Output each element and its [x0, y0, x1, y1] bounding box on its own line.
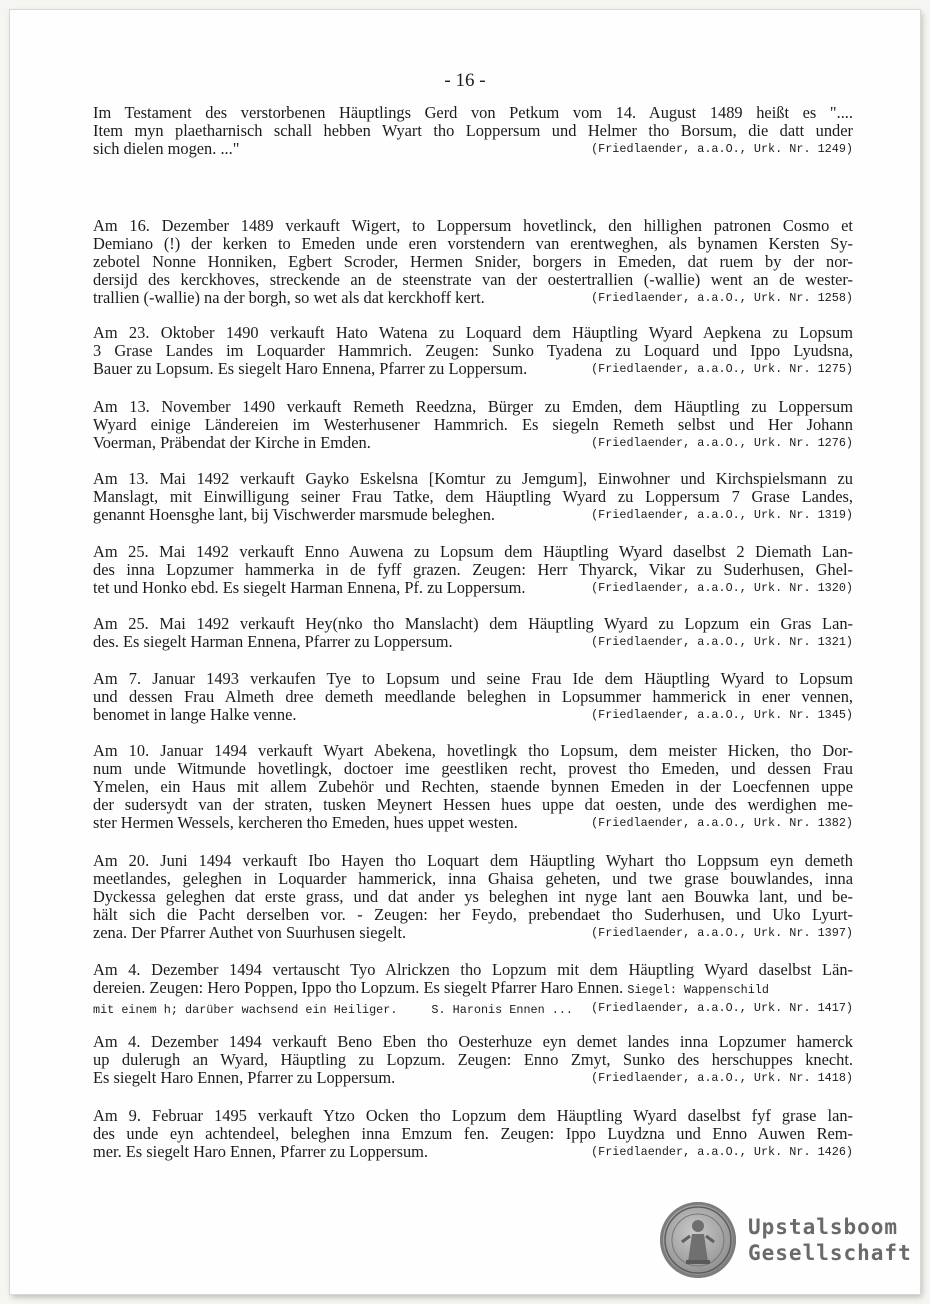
document-entry: [93, 217, 853, 307]
citation: (Friedlaender, a.a.O., Urk. Nr. 1426): [591, 1145, 853, 1159]
entry-line: num unde Witmunde hovetlingk, doctoer ime geestliken recht, provest tho Emeden, und dessen Frau: [93, 759, 853, 778]
document-entry: [93, 742, 853, 832]
entry-line: des unde eyn achtendeel, beleghen inna Emzum fen. Zeugen: Ippo Luydzna und Enno Auwen Rem-: [93, 1124, 853, 1143]
entry-line-last: [93, 814, 853, 832]
entry-line: hält sich die Pacht derselben vor. - Zeugen: her Feydo, prebendaet tho Suderhusen, und Uko Lyurt-: [93, 905, 853, 924]
citation: (Friedlaender, a.a.O., Urk. Nr. 1320): [591, 581, 853, 595]
document-entry: [93, 324, 853, 378]
seal-legend: S. Haronis Ennen ...: [431, 1003, 574, 1017]
entry-line: Am 9. Februar 1495 verkauft Ytzo Ocken tho Lopzum dem Häuptling Wyard daselbst fyf grase lan-: [93, 1106, 853, 1125]
citation: (Friedlaender, a.a.O., Urk. Nr. 1249): [591, 142, 853, 156]
page-number: - 16 -: [444, 70, 486, 91]
entry-line: Am 16. Dezember 1489 verkauft Wigert, to Loppersum hovetlinck, den hillighen patronen Cosmo et: [93, 216, 853, 235]
entry-line-text: mer. Es siegelt Haro Ennen, Pfarrer zu Loppersum.: [93, 1142, 428, 1161]
entry-line-last: [93, 1143, 853, 1161]
entry-line-text: ster Hermen Wessels, kercheren tho Emeden, hues uppet westen.: [93, 813, 518, 832]
document-entry: [93, 398, 853, 452]
logo-line-2: Gesellschaft: [748, 1241, 912, 1265]
seal-description: mit einem h; darüber wachsend ein Heiliger.: [93, 1003, 398, 1017]
citation: (Friedlaender, a.a.O., Urk. Nr. 1319): [591, 508, 853, 522]
entry-line: Wyard einige Ländereien im Westerhusener Hammrich. Es siegeln Remeth selbst und Her Johann: [93, 415, 853, 434]
citation: (Friedlaender, a.a.O., Urk. Nr. 1321): [591, 635, 853, 649]
citation: (Friedlaender, a.a.O., Urk. Nr. 1397): [591, 926, 853, 940]
entry-line: Am 10. Januar 1494 verkauft Wyart Abekena, hovetlingk tho Lopsum, dem meister Hicken, tho Dor-: [93, 741, 853, 760]
document-entry: [93, 615, 853, 651]
entry-line-last: [93, 434, 853, 452]
entry-line-last: [93, 1069, 853, 1087]
entry-line-text: tet und Honko ebd. Es siegelt Harman Ennena, Pf. zu Loppersum.: [93, 578, 526, 597]
entry-line-last: [93, 706, 853, 724]
citation: (Friedlaender, a.a.O., Urk. Nr. 1417): [591, 1001, 853, 1015]
document-entry: [93, 961, 853, 1019]
seal-graphic: [660, 1202, 736, 1278]
entry-line-last: [93, 506, 853, 524]
entry-line-last: [93, 924, 853, 942]
entry-line: [93, 979, 853, 999]
document-entry: [93, 470, 853, 524]
entry-line: Am 4. Dezember 1494 verkauft Beno Eben tho Oesterhuze eyn demet landes inna Lopzumer hamerck: [93, 1032, 853, 1051]
logo-line-1: Upstalsboom: [748, 1215, 899, 1239]
entry-line: dersijd des kerckhoves, streckende an de steenstrate van der oestertrallien (-wallie) went an de wester-: [93, 270, 853, 289]
entry-line-text: Es siegelt Haro Ennen, Pfarrer zu Loppersum.: [93, 1068, 396, 1087]
entry-line-text: dereien. Zeugen: Hero Poppen, Ippo tho Lopzum. Es siegelt Pfarrer Haro Ennen.: [93, 978, 624, 997]
society-logo-text: [748, 1214, 912, 1266]
document-entry: [93, 543, 853, 597]
entry-line-text: benomet in lange Halke venne.: [93, 705, 297, 724]
entry-line-text: Voerman, Präbendat der Kirche in Emden.: [93, 433, 371, 452]
entry-line: Am 7. Januar 1493 verkaufen Tye to Lopsum und seine Frau Ide dem Häuptling Wyard to Lopsum: [93, 669, 853, 688]
entry-line: und dessen Frau Almeth dree demeth meedlande beleghen in Lopsummer hammerick in ener vennen,: [93, 687, 853, 706]
entry-line: der sudersydt van der straten, tusken Meynert Hessen hues uppe dat oesten, unde des werdighen me-: [93, 795, 853, 814]
entry-line-text: zena. Der Pfarrer Authet von Suurhusen siegelt.: [93, 923, 407, 942]
entry-line: Am 13. Mai 1492 verkauft Gayko Eskelsna [Komtur zu Jemgum], Einwohner und Kirchspielsmann zu: [93, 469, 853, 488]
entry-line-last: [93, 289, 853, 307]
entry-line-last: [93, 633, 853, 651]
entry-line: up dulerugh an Wyard, Häuptling zu Lopzum. Zeugen: Enno Zmyt, Sunko des herschuppes knecht.: [93, 1050, 853, 1069]
entry-line: Am 4. Dezember 1494 vertauscht Tyo Alrickzen tho Lopzum mit dem Häuptling Wyard daselbst Län-: [93, 960, 853, 979]
document-entry: [93, 670, 853, 724]
seal-note: Siegel: Wappenschild: [627, 983, 769, 997]
entry-line-last: [93, 360, 853, 378]
document-entry: [93, 852, 853, 942]
citation: (Friedlaender, a.a.O., Urk. Nr. 1345): [591, 708, 853, 722]
document-entry: [93, 1107, 853, 1161]
document-entry: [93, 104, 853, 158]
entry-line: Am 25. Mai 1492 verkauft Hey(nko tho Manslacht) dem Häuptling Wyard zu Lopzum ein Gras Lan-: [93, 614, 853, 633]
citation: (Friedlaender, a.a.O., Urk. Nr. 1258): [591, 291, 853, 305]
entry-line-last: [93, 999, 853, 1019]
entry-line: Am 20. Juni 1494 verkauft Ibo Hayen tho Loquart dem Häuptling Wyhart tho Loppsum eyn demeth: [93, 851, 853, 870]
entry-line-text: sich dielen mogen. ...": [93, 139, 240, 158]
document-page: [10, 10, 920, 1294]
seal-icon: [660, 1202, 736, 1278]
entry-line: Manslagt, mit Einwilligung seiner Frau Tatke, dem Häuptling Wyard zu Loppersum 7 Grase Landes,: [93, 487, 853, 506]
citation: (Friedlaender, a.a.O., Urk. Nr. 1382): [591, 816, 853, 830]
entry-line: Am 23. Oktober 1490 verkauft Hato Watena zu Loquard dem Häuptling Wyard Aepkena zu Lopsum: [93, 323, 853, 342]
entry-line-last: [93, 140, 853, 158]
entry-line: Item myn plaetharnisch schall hebben Wyart tho Loppersum und Helmer tho Borsum, die datt under: [93, 121, 853, 140]
entry-line: Am 13. November 1490 verkauft Remeth Reedzna, Bürger zu Emden, dem Häuptling zu Loppersum: [93, 397, 853, 416]
entry-line: zebotel Nonne Honniken, Egbert Scroder, Hermen Snider, borgers in Emeden, dat ruem by der nor-: [93, 252, 853, 271]
entry-line: Demiano (!) der kerken to Emeden unde eren vorstendern van erentweghen, als bynamen Kersten Sy-: [93, 234, 853, 253]
entry-line-last: [93, 579, 853, 597]
document-entry: [93, 1033, 853, 1087]
citation: (Friedlaender, a.a.O., Urk. Nr. 1275): [591, 362, 853, 376]
entry-line: meetlandes, geleghen in Loquarder hammerick, inna Ghaisa geheten, und twe grase bouwlandes, inna: [93, 869, 853, 888]
entry-line: 3 Grase Landes im Loquarder Hammrich. Zeugen: Sunko Tyadena zu Loquard und Ippo Lyudsna,: [93, 341, 853, 360]
entry-line: Dyckessa geleghen dat erste grass, und dat ander ys beleghen int nyge lant aen Bouwka lant, und be-: [93, 887, 853, 906]
entry-line-text: des. Es siegelt Harman Ennena, Pfarrer zu Loppersum.: [93, 632, 453, 651]
citation: (Friedlaender, a.a.O., Urk. Nr. 1418): [591, 1071, 853, 1085]
entry-line: Am 25. Mai 1492 verkauft Enno Auwena zu Lopsum dem Häuptling Wyard daselbst 2 Diemath Lan-: [93, 542, 853, 561]
entry-line: Im Testament des verstorbenen Häuptlings Gerd von Petkum vom 14. August 1489 heißt es "....: [93, 103, 853, 122]
entry-line: des inna Lopzumer hammerka in de fyff grazen. Zeugen: Herr Thyarck, Vikar zu Suderhusen, Ghel-: [93, 560, 853, 579]
entry-line-text: trallien (-wallie) na der borgh, so wet als dat kerckhoff kert.: [93, 288, 485, 307]
entry-line: Ymelen, ein Haus mit allem Zubehör und Rechten, staende bynnen Emeden in der Loecfennen uppe: [93, 777, 853, 796]
entry-line-text: Bauer zu Lopsum. Es siegelt Haro Ennena, Pfarrer zu Loppersum.: [93, 359, 528, 378]
entry-line-text: genannt Hoensghe lant, bij Vischwerder marsmude beleghen.: [93, 505, 495, 524]
citation: (Friedlaender, a.a.O., Urk. Nr. 1276): [591, 436, 853, 450]
